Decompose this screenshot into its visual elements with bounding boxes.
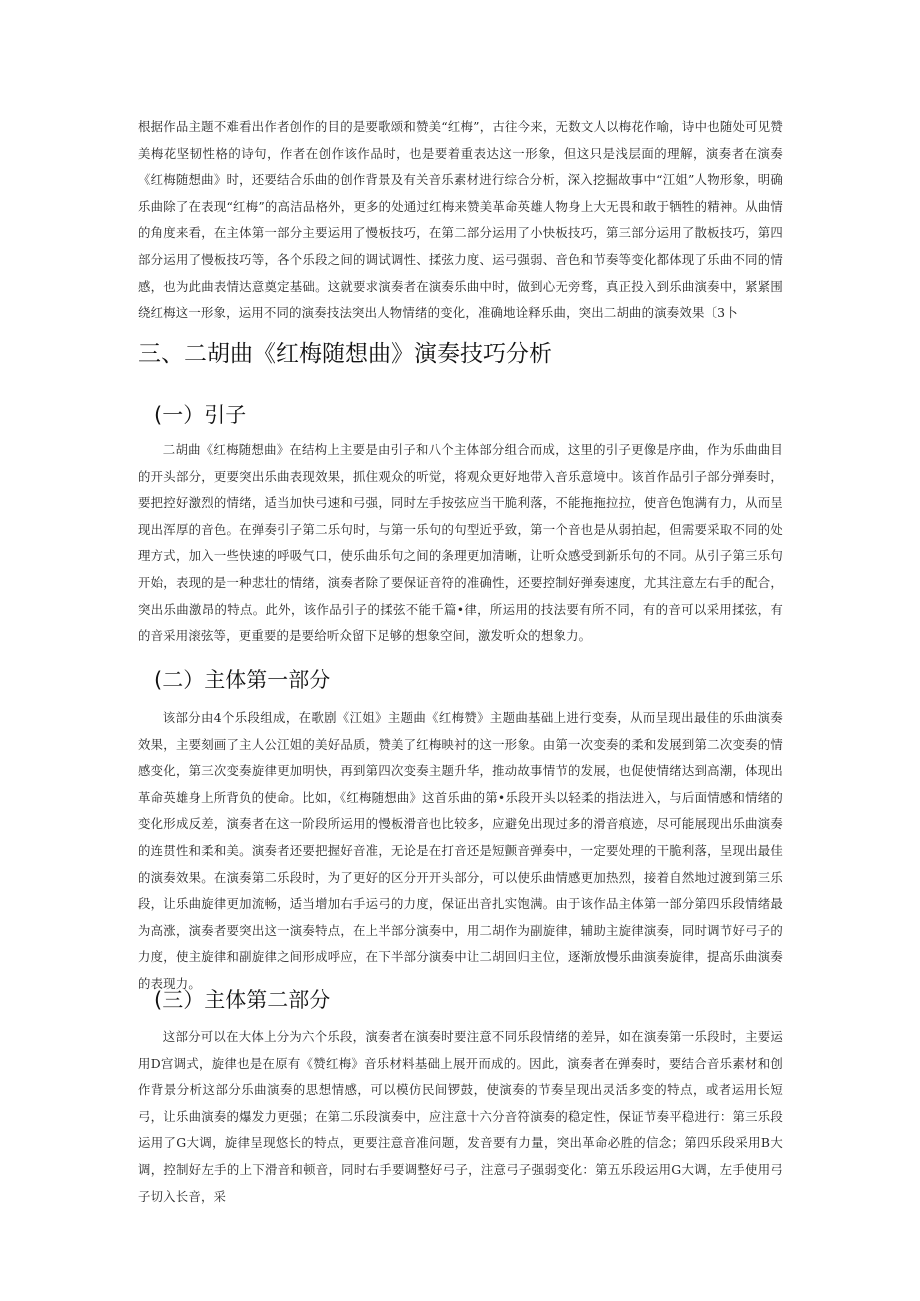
subsection-heading-intro: (一）引子: [154, 403, 247, 427]
intro-paragraph: 根据作品主题不难看出作者创作的目的是要歌颂和赞美“红梅”，古往今来，无数文人以梅花作喻，诗中也随处可见赞美梅花坚韧性格的诗句，作者在创作该作品时，也是要着重表达这一形象，但这只是浅层面的理解，演奏者在演奏《红梅随想曲》时，还要结合乐曲的创作背景及有关音乐素材进行综合分析，深入挖掘故事中“江姐”人物形象，明确乐曲除了在表现“红梅”的高洁品格外，更多的处通过红梅来赞美革命英雄人物身上大无畏和敢于牺牲的精神。从曲情的角度来看，在主体第一部分主要运用了慢板技巧，在第二部分运用了小快板技巧，第三部分运用了散板技巧，第四部分运用了慢板技巧等，各个乐段之间的调试调性、揉弦力度、运弓强弱、音色和节奏等变化都体现了乐曲不同的情感，也为此曲表情达意奠定基础。这就要求演奏者在演奏乐曲中时，做到心无旁骛，真正投入到乐曲演奏中，紧紧围绕红梅这一形象，运用不同的演奏技法突出人物情绪的变化，准确地诠释乐曲，突出二胡曲的演奏效果〔3卜: [138, 119, 783, 321]
section-heading: 三、二胡曲《红梅随想曲》演奏技巧分析: [138, 341, 552, 367]
subsection-heading-part-two: (三）主体第二部分: [154, 988, 331, 1012]
subsection-paragraph-intro: 二胡曲《红梅随想曲》在结构上主要是由引子和八个主体部分组合而成，这里的引子更像是序曲，作为乐曲曲目的开头部分，更要突出乐曲表现效果，抓住观众的听觉，将观众更好地带入音乐意境中。该首作品引子部分弹奏时，要把控好激烈的情绪，适当加快弓速和弓强，同时左手按弦应当干脆利落，不能拖拖拉拉，使音色饱满有力，从而呈现出浑厚的音色。在弹奏引子第二乐句时，与第一乐句的句型近乎致，第一个音也是从弱拍起，但需要采取不同的处理方式，加入一些快速的呼吸气口，使乐曲乐句之间的条理更加清晰，让听众感受到新乐句的不同。从引子第三乐句开始，表现的是一种悲壮的情绪，演奏者除了要保证音符的准确性，还要控制好弹奏速度，尤其注意左右手的配合，突出乐曲激昂的特点。此外，该作品引子的揉弦不能千篇•律，所运用的技法要有所不同，有的音可以采用揉弦，有的音采用滚弦等，更重要的是要给听众留下足够的想象空间，激发听众的想象力。: [138, 442, 783, 644]
subsection-paragraph-part-two: 这部分可以在大体上分为六个乐段，演奏者在演奏时要注意不同乐段情绪的差异，如在演奏第一乐段时，主要运用D宫调式，旋律也是在原有《赞红梅》音乐材料基础上展开而成的。因此，演奏者在弹奏时，要结合音乐素材和创作背景分析这部分乐曲演奏的思想情感，可以模仿民间锣鼓，使演奏的节奏呈现出灵活多变的特点，或者运用长短弓，让乐曲演奏的爆发力更强；在第二乐段演奏中，应注意十六分音符演奏的稳定性，保证节奏平稳进行：第三乐段运用了G大调，旋律呈现悠长的特点，更要注意音准问题，发音要有力量，突出革命必胜的信念；第四乐段采用B大调，控制好左手的上下滑音和顿音，同时右手要调整好弓子，注意弓子强弱变化：第五乐段运用G大调，左手使用弓子切入长音，采: [138, 1029, 783, 1204]
subsection-paragraph-part-one: 该部分由4个乐段组成，在歌剧《江姐》主题曲《红梅赞》主题曲基础上进行变奏，从而呈现出最佳的乐曲演奏效果，主要刻画了主人公江姐的美好品质，赞美了红梅映衬的这一形象。由第一次变奏的柔和发展到第二次变奏的情感变化，第三次变奏旋律更加明快，再到第四次变奏主题升华，推动故事情节的发展，也促使情绪达到高潮，体现出革命英雄身上所背负的使命。比如，《红梅随想曲》这首乐曲的第•乐段开头以轻柔的指法进入，与后面情感和情绪的变化形成反差，演奏者在这一阶段所运用的慢板滑音也比较多，应避免出现过多的滑音痕迹，尽可能展现出乐曲演奏的连贯性和柔和美。演奏者还要把握好音准，无论是在打音还是短颤音弹奏中，一定要处理的干脆利落，呈现出最佳的演奏效果。在演奏第二乐段时，为了更好的区分开开头部分，可以使乐曲情感更加热烈，接着自然地过渡到第三乐段，让乐曲旋律更加流畅，适当增加右手运弓的力度，保证出音扎实饱满。由于该作品主体第一部分第四乐段情绪最为高涨，演奏者要突出这一演奏特点，在上半部分演奏中，用二胡作为副旋律，辅助主旋律演奏，同时调节好弓子的力度，使主旋律和副旋律之间形成呼应，在下半部分演奏中让二胡回归主位，逐渐放慢乐曲演奏旋律，提高乐曲演奏的表现力。: [138, 710, 783, 991]
subsection-heading-part-one: (二）主体第一部分: [154, 668, 331, 692]
